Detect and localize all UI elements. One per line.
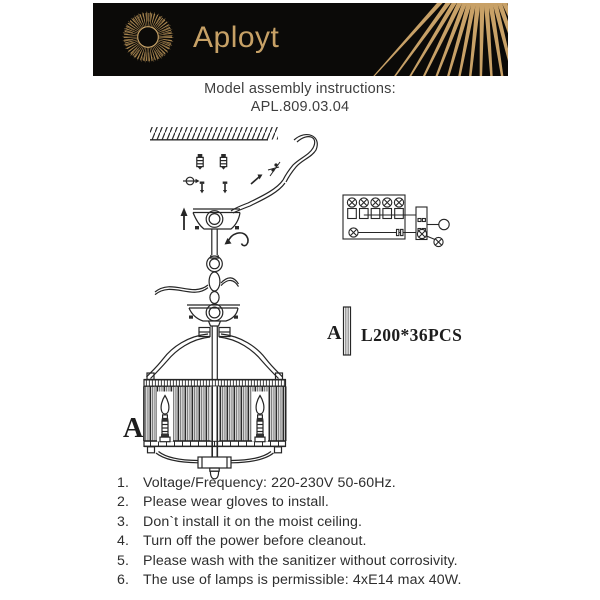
wiring-terminal-diagram (343, 195, 449, 247)
rotate-symbol-icon (183, 177, 200, 185)
crystal-rod-legend (327, 307, 462, 355)
legend-letter: A (327, 322, 342, 344)
legend-spec: L200*36PCS (361, 325, 463, 345)
instruction-item: Voltage/Frequency: 220-230V 50-60Hz. (143, 475, 396, 491)
brand-banner (93, 3, 508, 76)
bobeche-cup (187, 304, 240, 326)
frame-arms-upper (147, 334, 283, 379)
instructions-list (117, 474, 527, 590)
instruction-item: Please wash with the sanitizer without corrosivity. (143, 552, 458, 569)
instruction-item: Turn off the power before cleanout. (143, 533, 367, 550)
brand-banner-art (93, 3, 508, 76)
instruction-item: Don`t install it on the moist ceiling. (143, 513, 363, 530)
part-marker-label: A (123, 413, 144, 444)
hook-arrow-icon (225, 233, 248, 246)
assembly-diagram-art (100, 120, 500, 490)
title-block (0, 81, 600, 116)
ceiling-canopy (193, 209, 240, 255)
instruction-item: The use of lamps is permissible: 4xE14 max 40W. (143, 572, 462, 589)
assembly-diagram (100, 120, 500, 490)
mains-wires (231, 135, 317, 213)
chain-and-wire (155, 255, 239, 304)
instruction-item: Please wear gloves to install. (143, 494, 329, 511)
screw-icon (200, 182, 228, 194)
page-title: Model assembly instructions: (204, 81, 396, 97)
model-code: APL.809.03.04 (250, 98, 350, 115)
wall-anchor-icon (197, 154, 227, 170)
ceiling-hatch (150, 127, 278, 140)
up-arrow-icon (181, 208, 188, 231)
brand-wordmark: Aployt (193, 21, 280, 54)
